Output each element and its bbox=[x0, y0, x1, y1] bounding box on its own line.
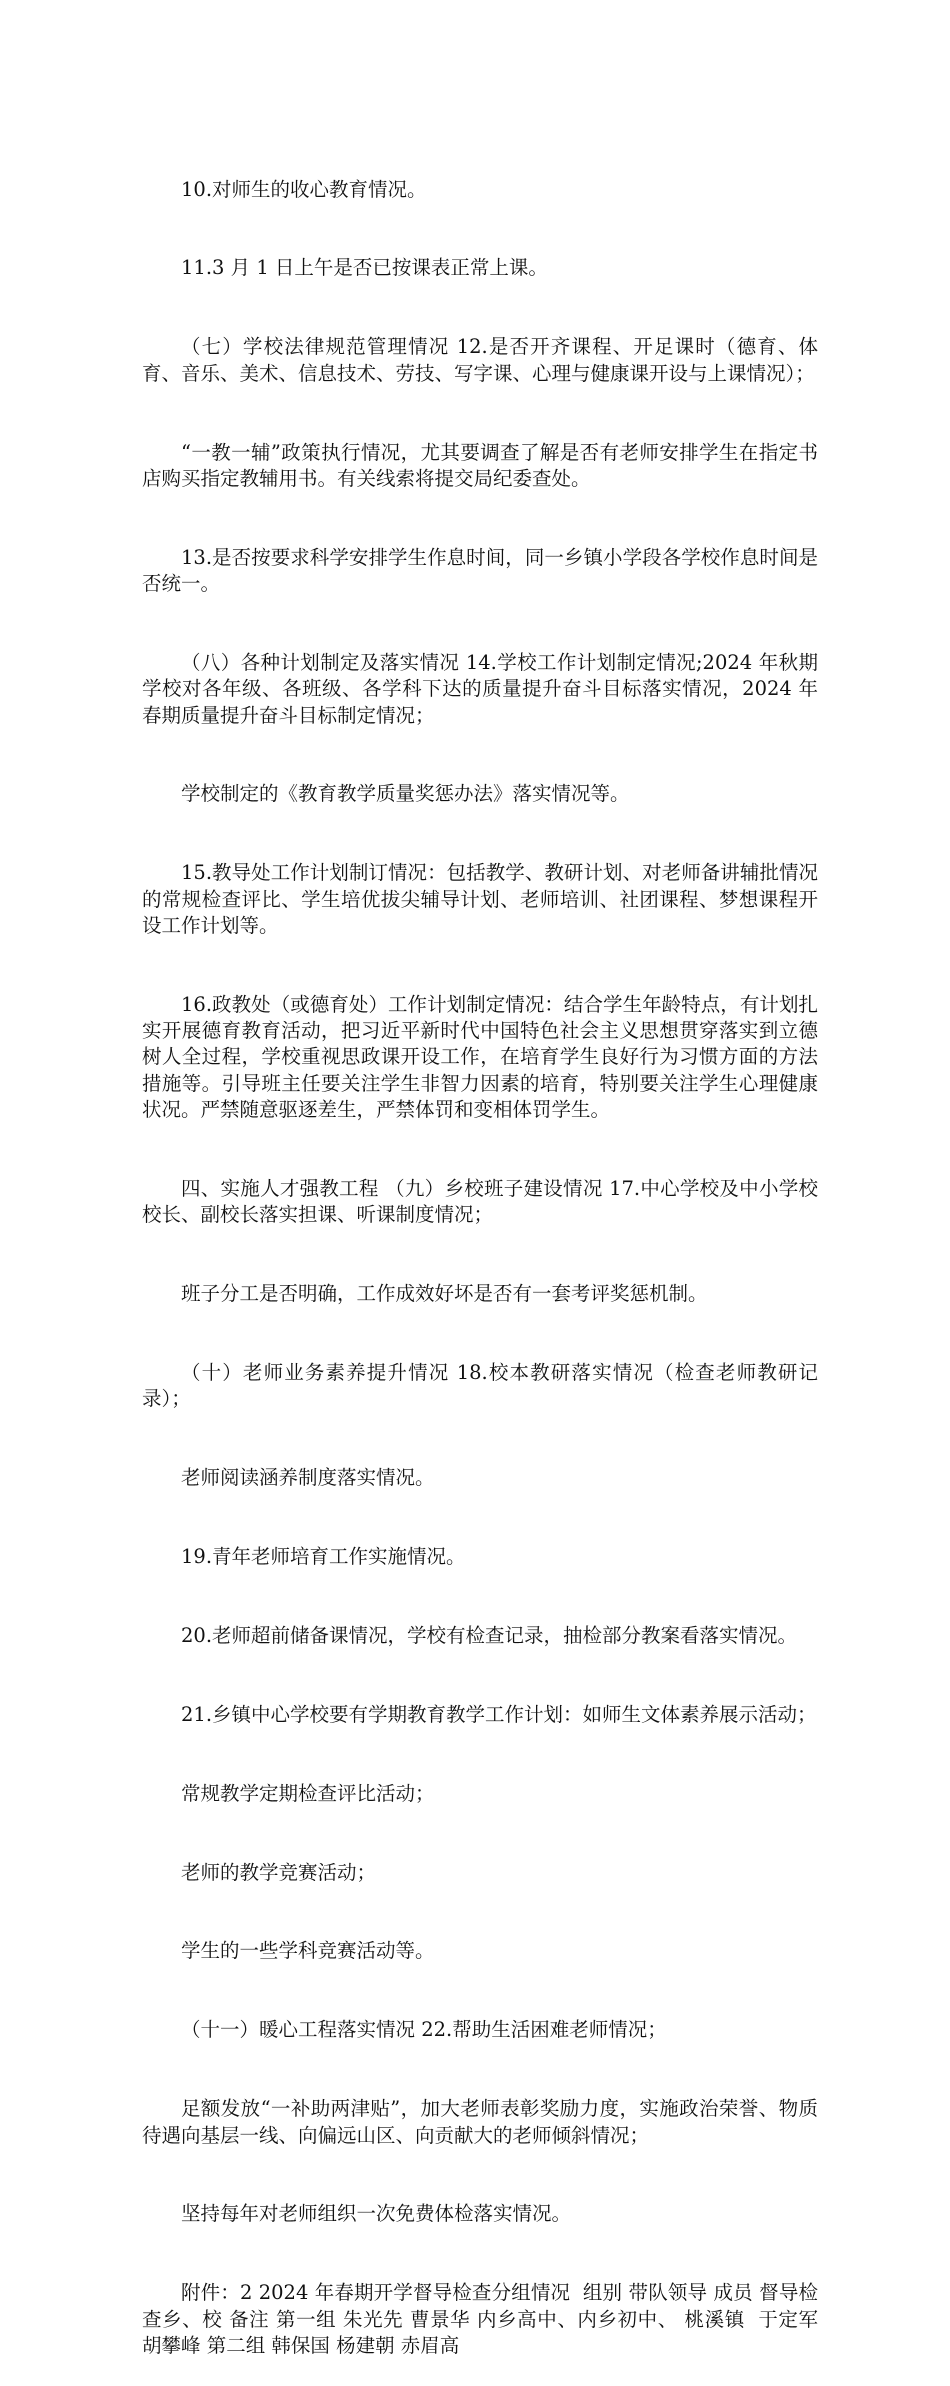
paragraph-7: 学校制定的《教育教学质量奖惩办法》落实情况等。 bbox=[181, 782, 630, 806]
paragraph-3: （七）学校法律规范管理情况 12.是否开齐课程、开足课时（德育、体育、音乐、美术、信息技术、劳技、写字课、心理与健康课开设与上课情况）； bbox=[142, 335, 818, 385]
paragraph-20: （十一）暖心工程落实情况 22.帮助生活困难老师情况； bbox=[181, 2018, 667, 2042]
paragraph-18: 老师的教学竞赛活动； bbox=[181, 1860, 377, 1884]
paragraph-15: 20.老师超前储备课情况，学校有检查记录，抽检部分教案看落实情况。 bbox=[181, 1623, 798, 1647]
paragraph-21: 足额发放“一补助两津贴”，加大老师表彰奖励力度，实施政治荣誉、物质待遇向基层一线、向偏远山区、向贡献大的老师倾斜情况； bbox=[142, 2097, 818, 2147]
paragraph-2: 11.3 月 1 日上午是否已按课表正常上课。 bbox=[181, 256, 548, 280]
paragraph-22: 坚持每年对老师组织一次免费体检落实情况。 bbox=[181, 2202, 572, 2226]
paragraph-19: 学生的一些学科竞赛活动等。 bbox=[181, 1939, 435, 1963]
paragraph-14: 19.青年老师培育工作实施情况。 bbox=[181, 1545, 466, 1569]
paragraph-23: 附件：2 2024 年春期开学督导检查分组情况 组别 带队领导 成员 督导检查乡、校 备注 第一组 朱光先 曹景华 内乡高中、内乡初中、 桃溪镇 于定军 胡攀峰 第二组 韩保国 杨建朝 赤眉高 bbox=[142, 2281, 825, 2357]
paragraph-10: 四、实施人才强教工程 （九）乡校班子建设情况 17.中心学校及中小学校校长、副校长落实担课、听课制度情况； bbox=[142, 1176, 818, 1227]
paragraph-12: （十）老师业务素养提升情况 18.校本教研落实情况（检查老师教研记录）； bbox=[142, 1360, 818, 1411]
paragraph-6: （八）各种计划制定及落实情况 14.学校工作计划制定情况;2024 年秋期学校对各年级、各班级、各学科下达的质量提升奋斗目标落实情况，2024 年春期质量提升奋斗目标制定情况； bbox=[142, 650, 818, 727]
document-page bbox=[142, 124, 825, 2386]
paragraph-13: 老师阅读涵养制度落实情况。 bbox=[181, 1466, 435, 1490]
paragraph-1: 10.对师生的收心教育情况。 bbox=[181, 177, 427, 201]
paragraph-11: 班子分工是否明确，工作成效好坏是否有一套考评奖惩机制。 bbox=[181, 1282, 708, 1306]
paragraph-4: “一教一辅”政策执行情况，尤其要调查了解是否有老师安排学生在指定书店购买指定教辅用书。有关线索将提交局纪委查处。 bbox=[142, 440, 818, 490]
paragraph-9: 16.政教处（或德育处）工作计划制定情况：结合学生年龄特点，有计划扎实开展德育教育活动，把习近平新时代中国特色社会主义思想贯穿落实到立德树人全过程，学校重视思政课开设工作，在培育学生良好行为习惯方面的方法措施等。引导班主任要关注学生非智力因素的培育，特别要关注学生心理健康状况。严禁随意驱逐差生，严禁体罚和变相体罚学生。 bbox=[142, 992, 818, 1121]
paragraph-5: 13.是否按要求科学安排学生作息时间，同一乡镇小学段各学校作息时间是否统一。 bbox=[142, 545, 818, 596]
paragraph-17: 常规教学定期检查评比活动； bbox=[181, 1781, 435, 1805]
paragraph-16: 21.乡镇中心学校要有学期教育教学工作计划：如师生文体素养展示活动； bbox=[181, 1702, 817, 1726]
paragraph-8: 15.教导处工作计划制订情况：包括教学、教研计划、对老师备讲辅批情况的常规检查评比、学生培优拔尖辅导计划、老师培训、社团课程、梦想课程开设工作计划等。 bbox=[142, 861, 818, 937]
